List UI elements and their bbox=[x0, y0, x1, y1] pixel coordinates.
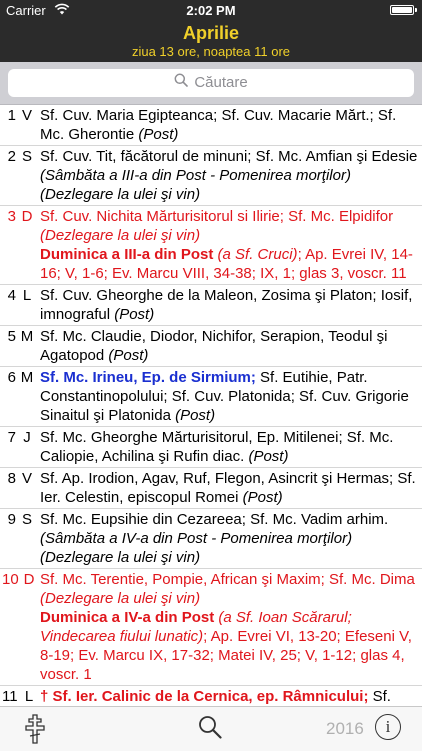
list-item[interactable] bbox=[0, 367, 422, 427]
nav-bar bbox=[0, 20, 422, 62]
clock: 2:02 PM bbox=[186, 3, 236, 18]
saints-names: Sf. Cuv. Maria Egipteanca; Sf. Cuv. Macarie Mărt.; Sf. Mc. Gherontie bbox=[40, 107, 397, 143]
fasting-note: (Post) bbox=[242, 489, 283, 506]
day-number: 1 bbox=[7, 107, 16, 124]
saints-names: Sf. Cuv. Nichita Mărturisitorul si Ilirie; Sf. Mc. Elpidifor bbox=[40, 208, 394, 225]
fasting-note: (Sâmbăta a III-a din Post - Pomenirea morţilor) (Dezlegare la ulei şi vin) bbox=[40, 167, 351, 203]
search-icon bbox=[174, 69, 188, 97]
sunday-subtitle: (a Sf. Cruci) bbox=[217, 246, 298, 263]
sunday-title: Duminica a III-a din Post bbox=[40, 246, 218, 263]
list-item[interactable] bbox=[0, 146, 422, 206]
weekday-letter: M bbox=[20, 369, 34, 386]
saints-text bbox=[40, 428, 418, 466]
saints-names: Sf. Mc. Claudie, Diodor, Nichifor, Serapion, Teodul şi Agatopod bbox=[40, 328, 388, 364]
readings: ; Ap. Evrei IV, 14-16; V, 1-6; Ev. Marcu VIII, 34-38; IX, 1; glas 3, voscr. 11 bbox=[40, 246, 413, 282]
fasting-note: (Post) bbox=[114, 306, 155, 323]
day-number: 11 bbox=[2, 688, 18, 705]
saints-names: Sf. Eutihie, Patr. Constantinopolului; Sf. Cuv. Platonida; Sf. Cuv. Grigorie Sinaitul şi Platonida bbox=[40, 369, 409, 424]
fasting-note: (Post) bbox=[108, 347, 149, 364]
search-input[interactable] bbox=[8, 69, 414, 97]
sunday-title: Duminica a IV-a din Post bbox=[40, 609, 219, 626]
weekday-letter: S bbox=[21, 511, 32, 528]
weekday-letter: V bbox=[21, 107, 32, 124]
list-item[interactable] bbox=[0, 468, 422, 509]
fasting-note: (Dezlegare la ulei şi vin) bbox=[40, 590, 201, 607]
tab-bar bbox=[0, 706, 422, 751]
saints-names: Sf. Mc. Eupsihie din Cezareea; Sf. Mc. Vadim arhim. bbox=[40, 511, 389, 528]
fasting-note: (Post) bbox=[248, 448, 289, 465]
list-item[interactable] bbox=[0, 206, 422, 285]
day-length-subtitle: ziua 13 ore, noaptea 11 ore bbox=[131, 44, 291, 59]
search-tab-icon[interactable] bbox=[198, 715, 222, 744]
day-number: 2 bbox=[7, 148, 16, 165]
feast-highlight: † Sf. Ier. Calinic de la Cernica, ep. Râmnicului; bbox=[40, 688, 369, 705]
saints-text bbox=[40, 570, 418, 684]
feast-highlight: Sf. Mc. Irineu, Ep. de Sirmium; bbox=[40, 369, 256, 386]
saints-text bbox=[40, 368, 418, 425]
weekday-letter: D bbox=[21, 208, 33, 225]
saints-text bbox=[40, 286, 418, 324]
saints-names: Sf. Cuv. Tit, făcătorul de minuni; Sf. Mc. Amfian şi Edesie bbox=[40, 148, 418, 165]
saints-text bbox=[40, 327, 418, 365]
list-item[interactable] bbox=[0, 509, 422, 569]
day-number: 8 bbox=[7, 470, 16, 487]
list-item[interactable] bbox=[0, 686, 422, 708]
fasting-note: (Post) bbox=[175, 407, 216, 424]
list-item[interactable] bbox=[0, 105, 422, 146]
saints-names: Sf. Cuv. Gheorghe de la Maleon, Zosima şi Platon; Iosif, imnograful bbox=[40, 287, 413, 323]
fasting-note: (Post) bbox=[138, 126, 179, 143]
saints-text bbox=[40, 469, 418, 507]
day-number: 7 bbox=[7, 429, 16, 446]
saints-names: Sf. Mc. Terentie, Pompie, African şi Maxim; Sf. Mc. Dima bbox=[40, 571, 415, 588]
saints-names: Sf. bbox=[368, 688, 391, 705]
day-number: 5 bbox=[7, 328, 16, 345]
saints-names: Sf. Ap. Irodion, Agav, Ruf, Flegon, Asincrit şi Hermas; Sf. Ier. Celestin, episcopul Romei bbox=[40, 470, 416, 506]
day-number: 3 bbox=[7, 208, 16, 225]
carrier-label: Carrier bbox=[6, 3, 46, 18]
saints-text bbox=[40, 147, 418, 204]
weekday-letter: D bbox=[23, 571, 35, 588]
day-number: 9 bbox=[7, 511, 16, 528]
weekday-letter: L bbox=[24, 688, 34, 705]
list-item[interactable] bbox=[0, 285, 422, 326]
day-number: 6 bbox=[7, 369, 16, 386]
fasting-note: (Dezlegare la ulei şi vin) bbox=[40, 227, 201, 244]
day-number: 10 bbox=[2, 571, 19, 588]
orthodox-cross-icon[interactable] bbox=[24, 714, 46, 749]
readings: ; Ap. Evrei VI, 13-20; Efeseni V, 8-19; Ev. Marcu IX, 17-32; Matei IV, 25; V, 1-12; glas 4, voscr. 1 bbox=[40, 628, 412, 683]
saints-text bbox=[40, 510, 418, 567]
sunday-subtitle: (a Sf. Ioan Scărarul; Vindecarea fiului lunatic) bbox=[40, 609, 352, 645]
list-item[interactable] bbox=[0, 427, 422, 468]
fasting-note: (Sâmbăta a IV-a din Post - Pomenirea morţilor) (Dezlegare la ulei şi vin) bbox=[40, 530, 353, 566]
search-bar bbox=[0, 62, 422, 105]
day-number: 4 bbox=[7, 287, 16, 304]
battery-level bbox=[392, 7, 412, 13]
battery-icon bbox=[390, 5, 414, 15]
status-bar bbox=[0, 0, 422, 20]
search-placeholder: Căutare bbox=[194, 74, 248, 92]
saints-text bbox=[40, 106, 418, 144]
saints-text bbox=[40, 207, 418, 283]
weekday-letter: L bbox=[22, 287, 32, 304]
month-title: Aprilie bbox=[182, 23, 239, 43]
saints-text bbox=[40, 687, 418, 706]
list-item[interactable] bbox=[0, 326, 422, 367]
calendar-list[interactable] bbox=[0, 105, 422, 708]
weekday-letter: S bbox=[21, 148, 32, 165]
info-icon[interactable]: i bbox=[375, 714, 401, 740]
weekday-letter: M bbox=[20, 328, 34, 345]
weekday-letter: J bbox=[23, 429, 31, 446]
year-label[interactable]: 2016 bbox=[326, 719, 364, 738]
weekday-letter: V bbox=[21, 470, 32, 487]
list-item[interactable] bbox=[0, 569, 422, 686]
saints-names: Sf. Mc. Gheorghe Mărturisitorul, Ep. Mitilenei; Sf. Mc. Caliopie, Achilina şi Rufin diac. bbox=[40, 429, 394, 465]
